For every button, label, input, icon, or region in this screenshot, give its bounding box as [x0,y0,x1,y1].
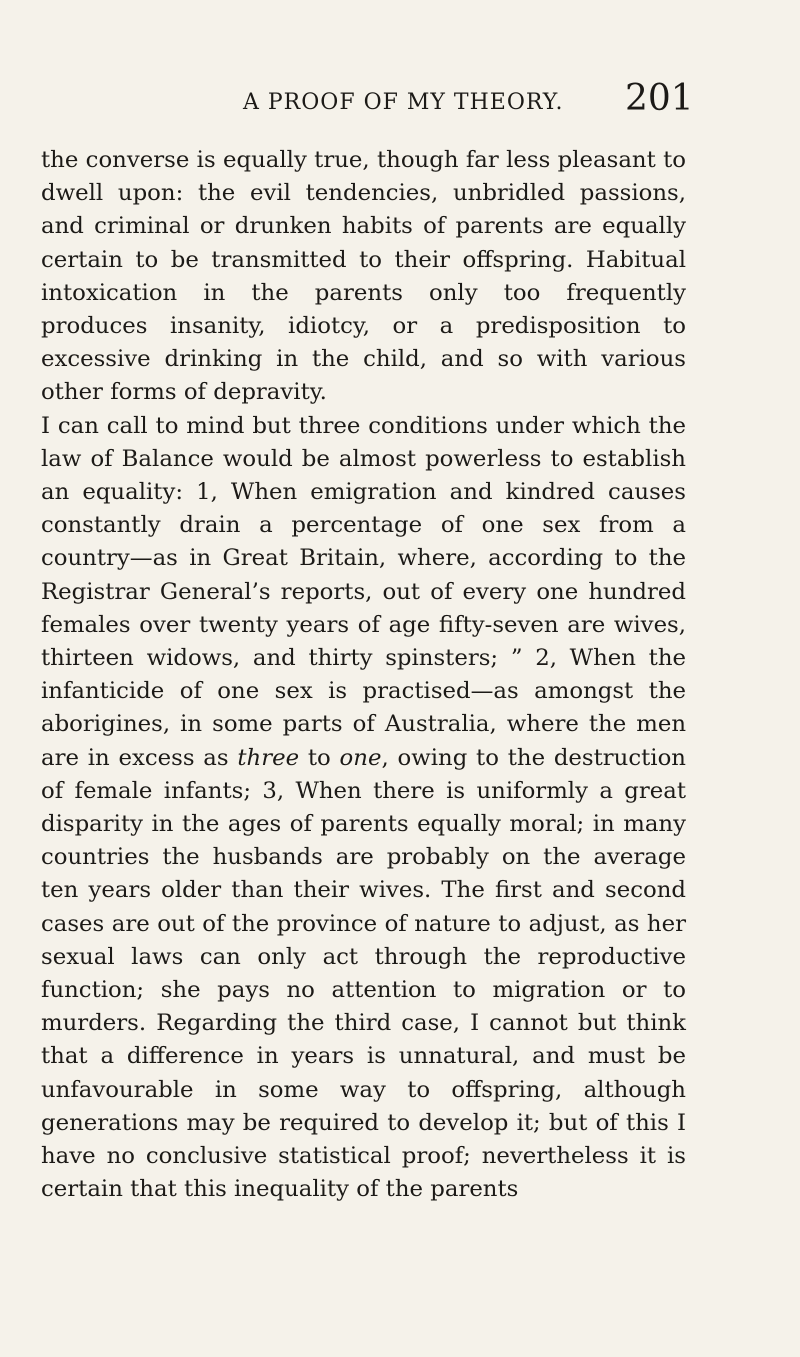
italic-three: three [237,744,300,771]
running-head: A PROOF OF MY THEORY. [243,90,564,115]
body-text [41,144,686,1207]
paragraph-2-text-b: to [299,744,340,771]
paragraph-continuation [41,144,686,410]
paragraph-2-text-a: I can call to mind but three conditions under which the law of Balance would be almost powerless to establish an equality: 1, When emigration and kindred causes constantly drain a percentage of one sex from a country—as in Great Britain, where, according to the Registrar General’s reports, out of every one hundred females over twenty years of age fifty-seven are wives, thirteen widows, and thirty spinsters; ” 2, When the infanticide of one sex is practised—as amongst the aborigines, in some parts of Australia, where the men are in excess as [41,412,686,771]
paragraph-2-text-c: , owing to the destruction of female infants; 3, When there is uniformly a great disparity in the ages of parents equally moral; in many countries the husbands are probably on the average ten years older than their wives. The first and second cases are out of the province of nature to adjust, as her sexual laws can only act through the reproductive function; she pays no attention to migration or to murders. Regarding the third case, I cannot but think that a difference in years is unnatural, and must be unfavourable in some way to offspring, although generations may be required to develop it; but of this I have no conclusive statistical proof; nevertheless it is certain that this inequality of the parents [41,744,686,1203]
italic-one: one [339,744,382,771]
paragraph-1-text: the converse is equally true, though far less pleasant to dwell upon: the evil tendencies, unbridled passions, and criminal or drunken habits of parents are equally certain to be transmitted to their offspring. Habitual intoxication in the parents only too frequently produces insanity, idiotcy, or a predisposition to excessive drinking in the child, and so with various other forms of depravity. [41,147,686,406]
paragraph-three-conditions [41,410,686,1207]
page-header [0,78,800,138]
page-number: 201 [625,78,694,119]
